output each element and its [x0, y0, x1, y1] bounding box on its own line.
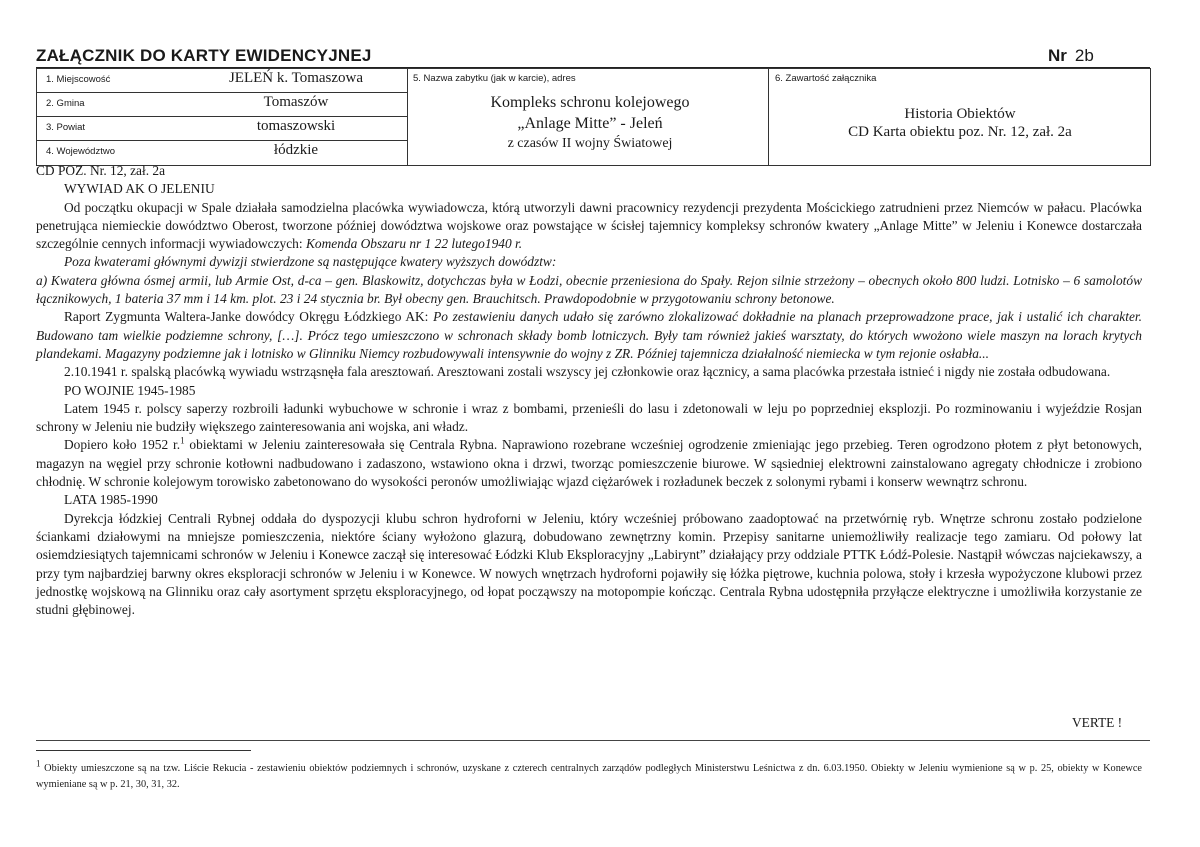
wojewodztwo-label: 4. Województwo — [46, 146, 115, 157]
document-body — [36, 162, 1142, 619]
zawartosc-label: 6. Zawartość załącznika — [775, 73, 877, 84]
paragraph: 2.10.1941 r. spalską placówką wywiadu wstrząsnęła fala aresztowań. Aresztowani zostali wszyscy jej członkowie oraz łącznicy, a sama placówka przestała istnieć i nigdy nie została odbudowana. — [64, 364, 1111, 380]
nazwa-line2: „Anlage Mitte” - Jeleń — [517, 115, 663, 132]
quote-text: Komenda Obszaru nr 1 22 lutego1940 r. — [305, 236, 523, 252]
paragraph-text: Od początku okupacji w Spale działała samodzielna placówka wywiadowcza, którą utworzyli dawni pracownicy rezydencji prezydenta Mościckiego zatrudnieni przez Niemców w pałacu. Placówka penetrująca niemieckie dowództwo Oberost, tworzone później dowództwa wojskowe oraz powstające w ścisłej tajemnicy kompleksy schronów kwatery „Anlage Mitte” w Jeleniu i Konewce dostarczała szczególnie cennych informacji wywiadowczych: — [36, 199, 1142, 252]
nazwa-label: 5. Nazwa zabytku (jak w karcie), adres — [413, 73, 576, 84]
section-heading-lata: LATA 1985-1990 — [64, 492, 158, 508]
quote-paragraph — [36, 253, 1142, 271]
paragraph: Dyrekcja łódzkiej Centrali Rybnej oddała do dyspozycji klubu schron hydroforni w Jeleniu, który wcześniej próbowano zaadoptować na przetwórnię ryb. Wnętrze schronu zostało podzielone ściankami działowymi na mniejsze pomieszczenia, niektóre ściany wyłożono glazurą, dobudowano zewnętrzny komin. Przepisy sanitarne uniemożliwiły realizacje tego zamiaru. Od połowy lat osiemdziesiątych tajemnicami schronów w Jeleniu i Konewce zaczął się interesować Łódzki Klub Eksploracyjny „Labirynt” działający przy oddziale PTTK Łódź-Polesie. Nastąpił wówczas najciekawszy, a przy tym najbardziej barwny okres eksploracji schronów w Jeleniu i w Konewce. W nowych wnętrzach hydroforni pojawiły się łóżka piętrowe, kuchnia polowa, stoły i krzesła wypożyczone klubowi przez jednostkę wojskową na Glinniku oraz cały asortyment sprzętu eksploracyjnego, od łopat począwszy na motopompie kończąc. Centrala Rybna udostępniła przyłącze elektryczne i umożliwiła korzystanie ze studni głębinowej. — [36, 510, 1142, 618]
verte-note: VERTE ! — [1072, 715, 1123, 730]
row-divider — [36, 92, 407, 93]
paragraph — [36, 308, 1142, 363]
zawartosc-line1: Historia Obiektów — [904, 106, 1016, 122]
page-separator — [36, 740, 1150, 741]
paragraph-text: Dopiero koło 1952 r. — [64, 437, 181, 453]
footnote-ref[interactable]: 1 — [180, 435, 185, 446]
quote-paragraph — [36, 272, 1142, 309]
paragraph — [36, 436, 1142, 491]
section-heading-wywiad: WYWIAD AK O JELENIU — [64, 181, 215, 197]
powiat-label: 3. Powiat — [46, 122, 86, 133]
wojewodztwo-value: łódzkie — [273, 142, 319, 158]
quote-text: a) Kwatera główna ósmej armii, lub Armie Ost, d-ca – gen. Blaskowitz, dotychczas była w Łodzi, obecnie przeniesiona do Spały. Rejon silnie strzeżony – obecnych około 800 ludzi. Lotnisko – 6 samolotów łącznikowych, 1 bateria 37 mm i 14 km. plot. 23 i 24 stycznia br. Był obecny gen. Brauchitsch. Prawdopodobnie w przygotowaniu schrony betonowe. — [36, 272, 1142, 307]
footnote — [36, 758, 1142, 792]
gmina-label: 2. Gmina — [46, 98, 85, 109]
cd-reference: CD POZ. Nr. 12, zał. 2a — [36, 163, 166, 178]
nr-label: Nr — [1048, 46, 1067, 65]
paragraph-text: Raport Zygmunta Waltera-Janke dowódcy Okręgu Łódzkiego AK: — [64, 309, 429, 325]
paragraph — [36, 199, 1142, 254]
footnote-mark: 1 — [36, 758, 41, 769]
footnote-rule — [36, 750, 251, 751]
document-title: ZAŁĄCZNIK DO KARTY EWIDENCYJNEJ — [36, 46, 372, 65]
nazwa-line3: z czasów II wojny Światowej — [507, 136, 673, 151]
miejscowosc-label: 1. Miejscowość — [46, 74, 111, 85]
row-divider — [36, 140, 407, 141]
document-number — [1048, 46, 1094, 66]
powiat-value: tomaszowski — [256, 118, 336, 134]
section-heading-po-wojnie: PO WOJNIE 1945-1985 — [64, 382, 196, 398]
paragraph-text: obiektami w Jeleniu zainteresowała się Centrala Rybna. Naprawiono rozebrane wcześniej ogrodzenie zmieniając jego przebieg. Teren ogrodzono płotem z płyt betonowych, magazyn na węgiel przy schronie kotłowni nadbudowano i zadaszono, wstawiono okna i drzwi, tworząc pomieszczenie biurowe. W sąsiedniej elektrowni zainstalowano agregaty chłodnicze i zrobiono chłodnię. W schronie kolejowym torowisko zabetonowano do wysokości peronów umożliwiając wjazd ciężarówek i rozładunek beczek z solonymi rybami i konserw wewnątrz schronu. — [36, 437, 1143, 490]
gmina-value: Tomaszów — [263, 94, 329, 110]
row-divider — [36, 116, 407, 117]
quote-text: Po zestawieniu danych udało się zarówno zlokalizować dokładnie na planach przeprowadzone prace, jak i ustalić ich charakter. Budowano tam wielkie podziemne schrony, […]. Prócz tego umieszczono w schronach składy bomb lotniczych. Były tam również jakieś warsztaty, do których wwożono wiele maszyn na lorach krytych plandekami. Magazyny podziemne jak i lotnisko w Glinniku Niemcy rozbudowywali intensywnie do wojny z ZR. Później tajemnicza działalność niemiecka w tym rejonie osłabła... — [36, 309, 1142, 361]
zawartosc-line2: CD Karta obiektu poz. Nr. 12, zał. 2a — [848, 124, 1072, 140]
miejscowosc-value: JELEŃ k. Tomaszowa — [228, 70, 364, 86]
nazwa-line1: Kompleks schronu kolejowego — [490, 94, 690, 111]
nr-value: 2b — [1074, 46, 1094, 65]
quote-text: Poza kwaterami głównymi dywizji stwierdzone są następujące kwatery wyższych dowództw: — [64, 254, 557, 270]
paragraph: Latem 1945 r. polscy saperzy rozbroili ładunki wybuchowe w schronie i wraz z bombami, przenieśli do lasu i zdetonowali w leju po poprzedniej eksplozji. Po rozminowaniu i wyjeździe Rosjan schrony w Jeleniu nie budziły większego zainteresowania ani wojska, ani władz. — [36, 400, 1142, 435]
footnote-text: Obiekty umieszczone są na tzw. Liście Rekucia - zestawieniu obiektów podziemnych i schronów, uzyskane z czterech centralnych zarządów podległych Ministerstwu Leśnictwa z dn. 6.03.1950. Obiekty w Jeleniu wymienione są w p. 25, obiekty w Konewce wymieniane są w p. 21, 30, 31, 32. — [36, 763, 1142, 790]
